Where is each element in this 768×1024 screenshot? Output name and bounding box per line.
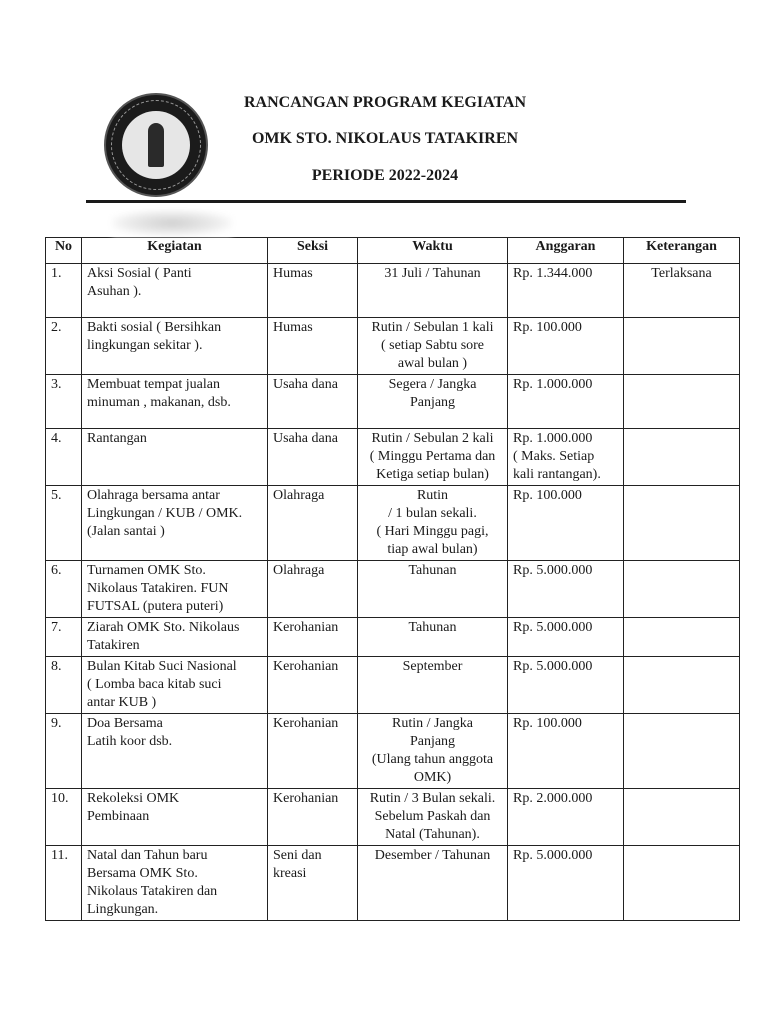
- cell-kegiatan-text: Turnamen OMK Sto. Nikolaus Tatakiren. FUN FUTSAL (putera puteri): [87, 563, 229, 614]
- cell-kegiatan: [82, 618, 268, 657]
- cell-no: [46, 264, 82, 318]
- cell-seksi: [268, 789, 358, 846]
- cell-seksi: [268, 561, 358, 618]
- header-divider: [86, 200, 686, 203]
- cell-no-text: 8.: [51, 659, 62, 674]
- cell-waktu-text: 31 Juli / Tahunan: [384, 266, 481, 281]
- cell-seksi: [268, 486, 358, 561]
- cell-seksi: [268, 264, 358, 318]
- header-seksi: Seksi: [268, 238, 358, 264]
- table-row: [46, 846, 740, 921]
- cell-kegiatan: [82, 486, 268, 561]
- cell-anggaran-text: Rp. 5.000.000: [513, 620, 593, 635]
- cell-no: [46, 486, 82, 561]
- table-row: [46, 618, 740, 657]
- cell-seksi-text: Usaha dana: [273, 431, 338, 446]
- cell-anggaran-text: Rp. 1.000.000: [513, 377, 593, 392]
- cell-no-text: 5.: [51, 488, 62, 503]
- cell-anggaran-text: Rp. 100.000: [513, 320, 582, 335]
- cell-no-text: 3.: [51, 377, 62, 392]
- cell-keterangan: [624, 318, 740, 375]
- cell-anggaran-text: Rp. 5.000.000: [513, 659, 593, 674]
- cell-waktu-text: Tahunan: [408, 620, 457, 635]
- cell-no-text: 7.: [51, 620, 62, 635]
- cell-kegiatan-text: Rekoleksi OMK Pembinaan: [87, 791, 180, 824]
- cell-anggaran-text: Rp. 1.000.000 ( Maks. Setiap kali rantangan).: [513, 431, 601, 482]
- cell-seksi-text: Usaha dana: [273, 377, 338, 392]
- cell-keterangan: [624, 846, 740, 921]
- cell-seksi-text: Kerohanian: [273, 791, 339, 806]
- cell-keterangan: [624, 264, 740, 318]
- cell-anggaran-text: Rp. 100.000: [513, 488, 582, 503]
- cell-waktu-text: Desember / Tahunan: [374, 848, 491, 863]
- cell-no: [46, 318, 82, 375]
- cell-kegiatan-text: Olahraga bersama antar Lingkungan / KUB / OMK. (Jalan santai ): [87, 488, 243, 539]
- cell-kegiatan-text: Aksi Sosial ( Panti Asuhan ).: [87, 266, 192, 299]
- cell-seksi: [268, 846, 358, 921]
- cell-kegiatan: [82, 429, 268, 486]
- cell-waktu-text: Rutin / Sebulan 2 kali ( Minggu Pertama dan Ketiga setiap bulan): [369, 431, 496, 482]
- cell-no-text: 9.: [51, 716, 62, 731]
- cell-anggaran: [508, 561, 624, 618]
- blur-smudge: [112, 210, 232, 236]
- cell-kegiatan: [82, 318, 268, 375]
- header-kegiatan: Kegiatan: [82, 238, 268, 264]
- cell-anggaran-text: Rp. 1.344.000: [513, 266, 593, 281]
- cell-seksi: [268, 657, 358, 714]
- cell-seksi: [268, 318, 358, 375]
- cell-keterangan: [624, 375, 740, 429]
- table-row: [46, 318, 740, 375]
- table-row: [46, 429, 740, 486]
- cell-kegiatan: [82, 657, 268, 714]
- header-keterangan: Keterangan: [624, 238, 740, 264]
- cell-anggaran: [508, 714, 624, 789]
- cell-waktu-text: Rutin / 1 bulan sekali. ( Hari Minggu pagi, tiap awal bulan): [376, 488, 489, 557]
- cell-kegiatan-text: Ziarah OMK Sto. Nikolaus Tatakiren: [87, 620, 240, 653]
- cell-keterangan: [624, 486, 740, 561]
- table-row: [46, 375, 740, 429]
- cell-waktu: [358, 318, 508, 375]
- cell-no-text: 11.: [51, 848, 68, 863]
- cell-waktu: [358, 657, 508, 714]
- cell-kegiatan-text: Rantangan: [87, 431, 147, 446]
- cell-anggaran-text: Rp. 5.000.000: [513, 563, 593, 578]
- cell-seksi-text: Olahraga: [273, 488, 325, 503]
- cell-waktu: [358, 618, 508, 657]
- cell-seksi-text: Humas: [273, 266, 313, 281]
- table-row: [46, 657, 740, 714]
- cell-no: [46, 789, 82, 846]
- cell-no: [46, 714, 82, 789]
- cell-kegiatan-text: Bulan Kitab Suci Nasional ( Lomba baca kitab suci antar KUB ): [87, 659, 237, 710]
- cell-anggaran: [508, 618, 624, 657]
- cell-anggaran: [508, 264, 624, 318]
- table-row: [46, 264, 740, 318]
- cell-no: [46, 657, 82, 714]
- cell-no-text: 4.: [51, 431, 62, 446]
- cell-kegiatan: [82, 264, 268, 318]
- header-waktu: Waktu: [358, 238, 508, 264]
- cell-anggaran: [508, 789, 624, 846]
- cell-waktu: [358, 375, 508, 429]
- cell-anggaran: [508, 486, 624, 561]
- cell-keterangan: [624, 789, 740, 846]
- cell-keterangan-text: Terlaksana: [651, 266, 712, 281]
- cell-no: [46, 561, 82, 618]
- cell-anggaran-text: Rp. 100.000: [513, 716, 582, 731]
- cell-seksi-text: Olahraga: [273, 563, 325, 578]
- cell-waktu: [358, 714, 508, 789]
- table-row: [46, 714, 740, 789]
- table-header-row: [46, 238, 740, 264]
- cell-no: [46, 429, 82, 486]
- cell-waktu-text: September: [402, 659, 463, 674]
- cell-kegiatan: [82, 714, 268, 789]
- cell-no-text: 10.: [51, 791, 69, 806]
- cell-kegiatan: [82, 375, 268, 429]
- table-row: [46, 789, 740, 846]
- cell-kegiatan-text: Doa Bersama Latih koor dsb.: [87, 716, 173, 749]
- cell-waktu: [358, 429, 508, 486]
- cell-anggaran: [508, 657, 624, 714]
- cell-seksi: [268, 375, 358, 429]
- cell-waktu: [358, 486, 508, 561]
- cell-no: [46, 375, 82, 429]
- cell-anggaran: [508, 375, 624, 429]
- cell-keterangan: [624, 657, 740, 714]
- header-no: No: [46, 238, 82, 264]
- cell-waktu: [358, 789, 508, 846]
- cell-seksi-text: Kerohanian: [273, 659, 339, 674]
- cell-no: [46, 618, 82, 657]
- cell-waktu-text: Rutin / 3 Bulan sekali. Sebelum Paskah dan Natal (Tahunan).: [369, 791, 496, 842]
- cell-seksi: [268, 714, 358, 789]
- cell-anggaran: [508, 318, 624, 375]
- cell-waktu-text: Segera / Jangka Panjang: [388, 377, 477, 410]
- cell-waktu-text: Rutin / Jangka Panjang (Ulang tahun anggota OMK): [371, 716, 494, 785]
- table-row: [46, 561, 740, 618]
- program-table: [45, 237, 740, 921]
- table-row: [46, 486, 740, 561]
- cell-anggaran-text: Rp. 2.000.000: [513, 791, 593, 806]
- cell-keterangan: [624, 714, 740, 789]
- cell-seksi-text: Kerohanian: [273, 716, 339, 731]
- cell-waktu-text: Tahunan: [408, 563, 457, 578]
- cell-waktu: [358, 264, 508, 318]
- cell-kegiatan: [82, 846, 268, 921]
- cell-keterangan: [624, 618, 740, 657]
- document-title: RANCANGAN PROGRAM KEGIATAN: [243, 94, 527, 111]
- cell-seksi: [268, 618, 358, 657]
- cell-anggaran-text: Rp. 5.000.000: [513, 848, 593, 863]
- table-body: [46, 264, 740, 921]
- cell-waktu: [358, 561, 508, 618]
- cell-seksi-text: Humas: [273, 320, 313, 335]
- cell-waktu-text: Rutin / Sebulan 1 kali ( setiap Sabtu sore awal bulan ): [371, 320, 494, 371]
- cell-seksi-text: Kerohanian: [273, 620, 339, 635]
- cell-kegiatan-text: Bakti sosial ( Bersihkan lingkungan sekitar ).: [87, 320, 222, 353]
- cell-kegiatan: [82, 561, 268, 618]
- cell-seksi-text: Seni dan kreasi: [273, 848, 322, 881]
- cell-no-text: 2.: [51, 320, 62, 335]
- cell-kegiatan-text: Membuat tempat jualan minuman , makanan, dsb.: [87, 377, 231, 410]
- cell-no: [46, 846, 82, 921]
- cell-keterangan: [624, 561, 740, 618]
- cell-anggaran: [508, 846, 624, 921]
- cell-no-text: 6.: [51, 563, 62, 578]
- period-label: PERIODE 2022-2024: [311, 167, 459, 184]
- cell-no-text: 1.: [51, 266, 62, 281]
- cell-keterangan: [624, 429, 740, 486]
- header-anggaran: Anggaran: [508, 238, 624, 264]
- organization-name: OMK STO. NIKOLAUS TATAKIREN: [251, 130, 519, 147]
- cell-kegiatan-text: Natal dan Tahun baru Bersama OMK Sto. Nikolaus Tatakiren dan Lingkungan.: [87, 848, 218, 917]
- cell-kegiatan: [82, 789, 268, 846]
- cell-waktu: [358, 846, 508, 921]
- cell-seksi: [268, 429, 358, 486]
- cell-anggaran: [508, 429, 624, 486]
